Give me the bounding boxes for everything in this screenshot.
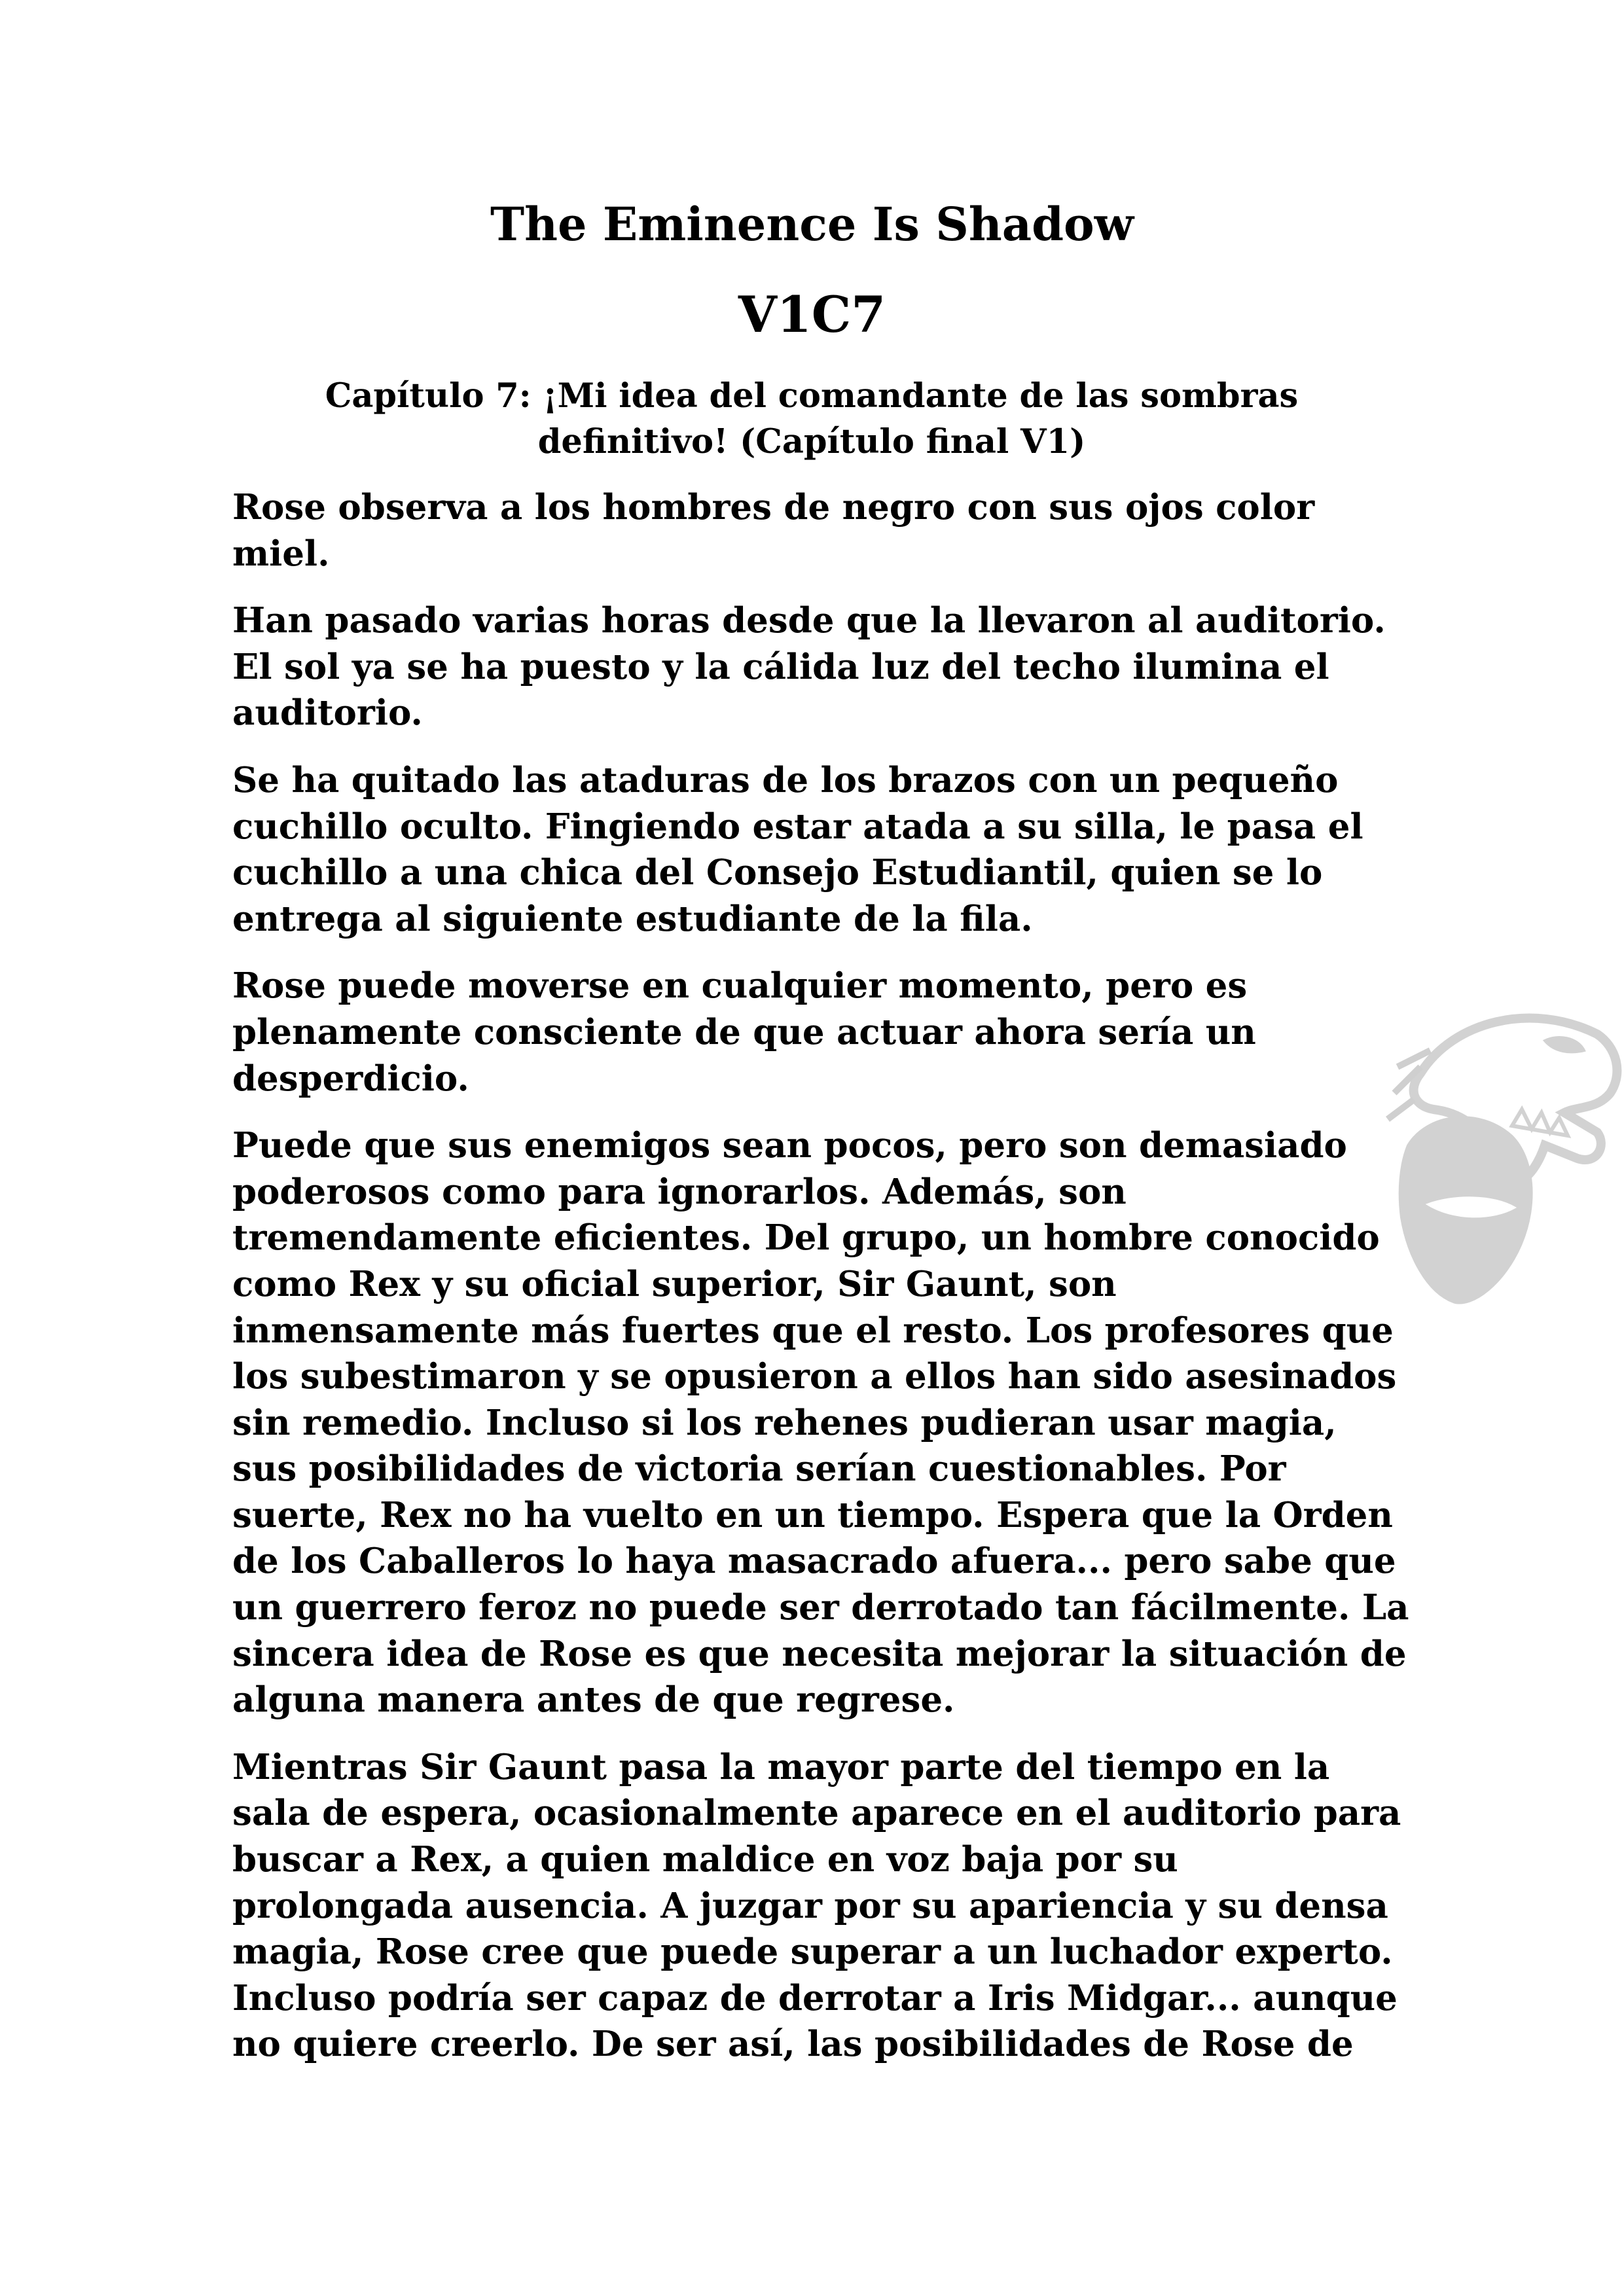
paragraph: Rose puede moverse en cualquier momento, pero es plenamente consciente de que actuar ahora sería un desperdicio.	[232, 965, 1256, 1099]
paragraph: Mientras Sir Gaunt pasa la mayor parte del tiempo en la sala de espera, ocasionalmente aparece en el auditorio para buscar a Rex, a quien maldice en voz baja por su prolongada ausencia. A juzgar por su apariencia y su densa magia, Rose cree que puede superar a un luchador experto. Incluso podría ser capaz de derrotar a Iris Midgar... aunque no quiere creerlo. De ser así, las posibilidades de Rose de	[232, 1746, 1401, 2065]
paragraph: Han pasado varias horas desde que la llevaron al auditorio. El sol ya se ha puesto y la cálida luz del techo ilumina el auditorio.	[232, 600, 1386, 734]
paragraph: Puede que sus enemigos sean pocos, pero son demasiado poderosos como para ignorarlos. Además, son tremendamente eficientes. Del grupo, un hombre conocido como Rex y su oficial superior, Sir Gaunt, son inmensamente más fuertes que el resto. Los profesores que los subestimaron y se opusieron a ellos han sido asesinados sin remedio. Incluso si los rehenes pudieran usar magia, sus posibilidades de victoria serían cuestionables. Por suerte, Rex no ha vuelto en un tiempo. Espera que la Orden de los Caballeros lo haya masacrado afuera... pero sabe que un guerrero feroz no puede ser derrotado tan fácilmente. La sincera idea de Rose es que necesita mejorar la situación de alguna manera antes de que regrese.	[232, 1125, 1409, 1721]
dinosaur-mascot-icon	[1381, 995, 1623, 1322]
body-text	[232, 484, 1411, 2089]
chapter-heading: Capítulo 7: ¡Mi idea del comandante de las sombras definitivo! (Capítulo final V1)	[325, 376, 1299, 461]
paragraph: Se ha quitado las ataduras de los brazos con un pequeño cuchillo oculto. Fingiendo estar atada a su silla, le pasa el cuchillo a una chica del Consejo Estudiantil, quien se lo entrega al siguiente estudiante de la fila.	[232, 759, 1363, 939]
volume-chapter-label: V1C7	[738, 285, 886, 344]
paragraph: Rose observa a los hombres de negro con sus ojos color miel.	[232, 487, 1315, 574]
document-title: The Eminence Is Shadow	[490, 197, 1134, 251]
